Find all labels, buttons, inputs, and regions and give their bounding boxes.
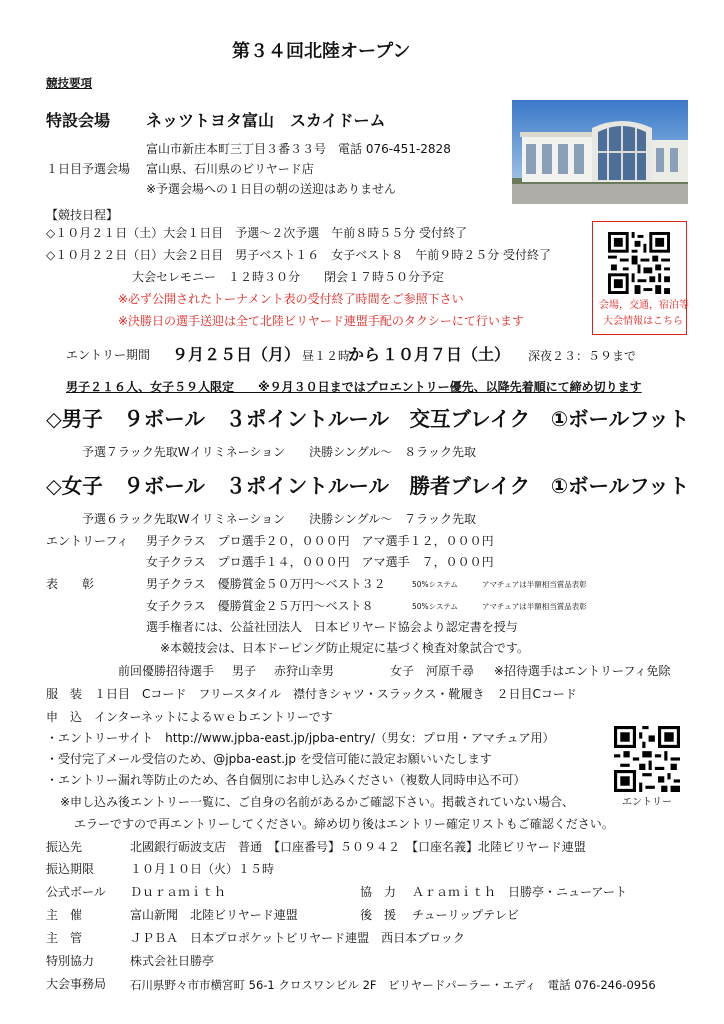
entry-period-label: エントリー期間 xyxy=(66,348,151,362)
day1-venue-value: 富山県、石川県のビリヤード店 xyxy=(146,162,314,176)
award-men: 男子クラス 優勝賞金５０万円～ベスト３２ xyxy=(146,577,386,591)
schedule-label: 【競技日程】 xyxy=(46,208,119,222)
fee-women: 女子クラス プロ選手１４，０００円 アマ選手 ７，０００円 xyxy=(146,555,494,569)
payment-deadline: １０月１０日（火）１５時 xyxy=(130,862,275,876)
payment-deadline-label: 振込期限 xyxy=(46,862,95,876)
schedule-day1: ◇１０月２１日（土）大会１日目 予選～２次予選 午前８時５５分 受付終了 xyxy=(46,226,468,240)
entry-period-end-time: 深夜２３：５９まで xyxy=(528,349,637,363)
special-label: 特別協力 xyxy=(46,954,95,968)
entry-period-start-time: 昼１２時 xyxy=(302,349,351,363)
award-women-amateur-note: アマチュアは半額相当賞品表彰 xyxy=(482,602,587,611)
schedule-day2: ◇１０月２２日（日）大会２日目 男子ベスト１６ 女子ベスト８ 午前９時２５分 受付終了 xyxy=(46,248,552,262)
apply-value: インターネットによるｗｅｂエントリーです xyxy=(94,710,333,724)
entry-period-end: １０月７日（土） xyxy=(382,345,511,364)
organizer-label: 主 管 xyxy=(46,931,83,945)
section-heading: 競技要項 xyxy=(46,76,92,90)
apply-check-2: エラーですので再エントリーしてください。締め切り後はエントリー確定リストもご確認ください。 xyxy=(74,817,614,831)
qr-code-icon xyxy=(614,726,680,792)
award-women-system: 50%システム xyxy=(412,602,458,611)
coop-label: 協 力 xyxy=(360,885,397,899)
qr-box-line-1: 会場，交通，宿泊等 xyxy=(599,300,689,311)
day1-venue-label: １日目予選会場 xyxy=(46,162,131,176)
office-value: 石川県野々市市横宮町 56-1 クロスワンビル 2F ビリヤードパーラー・エディ 電話 076-246-0956 xyxy=(130,978,656,992)
schedule-ceremony: 大会セレモニー １２時３０分 閉会１７時５０分予定 xyxy=(132,270,445,284)
dress-value: １日目 Cコード フリースタイル 襟付きシャツ・スラックス・靴履き ２日目Cコード xyxy=(94,687,577,701)
apply-mail: ・受付完了メール受信のため、@jpba-east.jp を受信可能に設定お願いいたします xyxy=(46,752,492,766)
venue-info-qr-box[interactable] xyxy=(592,221,687,335)
qr-box-line-2: 大会情報はこちら xyxy=(603,316,683,327)
women-heading: ◇女子 ９ボール ３ポイントルール 勝者ブレイク ①ボールフット xyxy=(46,474,690,498)
venue-name: ネッツトヨタ富山 スカイドーム xyxy=(146,111,386,130)
support-value: チューリップテレビ xyxy=(412,908,519,922)
invited-note: ※招待選手はエントリーフィ免除 xyxy=(494,664,671,678)
award-label: 表 彰 xyxy=(46,577,95,591)
men-format: 予選７ラック先取Wイリミネーション 決勝シングル～ ８ラック先取 xyxy=(82,445,477,459)
entry-site-link[interactable]: ・エントリーサイト http://www.jpba-east.jp/jpba-entry/（男女：プロ用・アマチュア用） xyxy=(46,731,555,745)
women-format: 予選６ラック先取Wイリミネーション 決勝シングル～ ７ラック先取 xyxy=(82,512,477,526)
special-value: 株式会社日勝亭 xyxy=(130,954,215,968)
office-label: 大会事務局 xyxy=(46,977,107,991)
organizer-value: ＪＰＢＡ 日本プロポケットビリヤード連盟 西日本ブロック xyxy=(130,931,465,945)
venue-label: 特設会場 xyxy=(46,111,111,130)
venue-address: 富山市新庄本町三丁目３番３３号 電話 076-451-2828 xyxy=(146,142,451,156)
entry-qr-label: エントリー xyxy=(622,797,672,808)
award-men-amateur-note: アマチュアは半額相当賞品表彰 xyxy=(482,580,587,589)
invited-men-label: 男子 xyxy=(232,664,257,678)
dress-label: 服 装 xyxy=(46,687,83,701)
qr-code-icon xyxy=(608,232,670,294)
payment-label: 振込先 xyxy=(46,840,83,854)
entry-period-start: ９月２５日（月） xyxy=(172,345,301,364)
entry-qr-code[interactable] xyxy=(614,726,680,792)
schedule-note-2: ※決勝日の選手送迎は全て北陸ビリヤード連盟手配のタクシーにて行います xyxy=(118,314,524,328)
men-heading: ◇男子 ９ボール ３ポイントルール 交互ブレイク ①ボールフット xyxy=(46,407,690,431)
venue-note: ※予選会場への１日目の朝の送迎はありません xyxy=(146,182,397,196)
venue-photo xyxy=(512,100,688,204)
host-label: 主 催 xyxy=(46,908,83,922)
schedule-note-1: ※必ず公開されたトーナメント表の受付終了時間をご参照下さい xyxy=(118,292,464,306)
entry-limit: 男子２１６人、女子５９人限定 ※９月３０日まではプロエントリー優先、以降先着順にて締め切ります xyxy=(66,380,642,394)
host-value: 富山新聞 北陸ビリヤード連盟 xyxy=(130,908,298,922)
award-certification: 選手権者には、公益社団法人 日本ビリヤード協会より認定書を授与 xyxy=(146,620,518,634)
apply-label: 申 込 xyxy=(46,710,83,724)
apply-check-1: ※申し込み後エントリー一覧に、ご自身の名前があるかご確認下さい。掲載されていない場合、 xyxy=(60,795,575,809)
ball-value: Ｄｕｒａｍｉｔｈ xyxy=(130,885,227,899)
award-women: 女子クラス 優勝賞金２５万円～ベスト８ xyxy=(146,599,374,613)
entry-period-from: から xyxy=(348,345,381,364)
invited-women-label: 女子 xyxy=(390,664,415,678)
ball-label: 公式ボール xyxy=(46,885,106,899)
fee-label: エントリーフィ xyxy=(46,534,129,548)
invited-label: 前回優勝招待選手 xyxy=(118,664,215,678)
invited-women-name: 河原千尋 xyxy=(426,664,475,678)
apply-individual: ・エントリー漏れ等防止のため、各自個別にお申し込みください（複数人同時申込不可） xyxy=(46,773,526,787)
invited-men-name: 赤狩山幸男 xyxy=(274,664,335,678)
award-men-system: 50%システム xyxy=(412,580,458,589)
support-label: 後 援 xyxy=(360,908,397,922)
fee-men: 男子クラス プロ選手２０，０００円 アマ選手１２，０００円 xyxy=(146,534,494,548)
payment-bank: 北國銀行砺波支店 普通 【口座番号】５０９４２ 【口座名義】北陸ビリヤード連盟 xyxy=(130,840,586,854)
page-title: 第３４回北陸オープン xyxy=(232,41,411,62)
coop-value: Ａｒａｍｉｔｈ 日勝亭・ニューアート xyxy=(412,885,628,899)
award-doping: ※本競技会は、日本ドーピング防止規定に基づく検査対象試合です。 xyxy=(160,641,529,655)
